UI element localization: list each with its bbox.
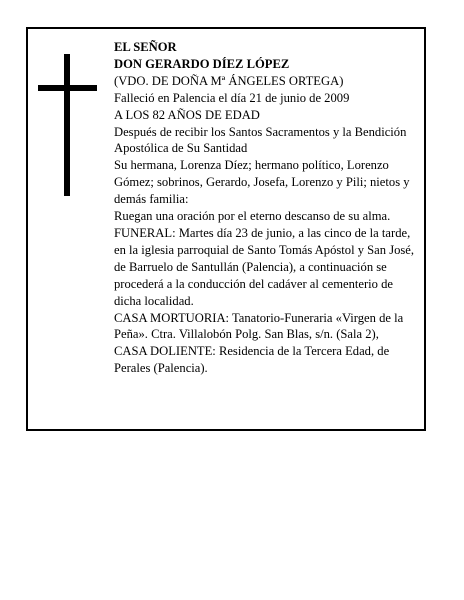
cross-vertical-bar <box>64 54 70 196</box>
spouse-line: (VDO. DE DOÑA Mª ÁNGELES ORTEGA) <box>114 73 344 88</box>
deceased-name: DON GERARDO DÍEZ LÓPEZ <box>114 56 290 71</box>
obituary-text <box>114 39 420 377</box>
mourning-house-paragraph: CASA DOLIENTE: Residencia de la Tercera Edad, de Perales (Palencia). <box>114 344 390 376</box>
family-paragraph: Su hermana, Lorenza Díez; hermano político, Lorenzo Gómez; sobrinos, Gerardo, Josefa, Lorenzo y Pili; nietos y demás familia: <box>114 158 410 207</box>
title-line: EL SEÑOR <box>114 40 177 54</box>
cross-horizontal-bar <box>38 85 97 91</box>
age-line: A LOS 82 AÑOS DE EDAD <box>114 107 260 122</box>
cross-icon <box>38 54 98 196</box>
funeral-home-paragraph: CASA MORTUORIA: Tanatorio-Funeraria «Virgen de la Peña». Ctra. Villalobón Polg. San Blas, s/n. (Sala 2), <box>114 310 404 342</box>
funeral-paragraph: FUNERAL: Martes día 23 de junio, a las cinco de la tarde, en la iglesia parroquial de Santo Tomás Apóstol y San José, de Barruelo de Santullán (Palencia), a continuación se procederá a la conducción del cadáver al cementerio de dicha localidad. <box>114 225 415 308</box>
death-line: Falleció en Palencia el día 21 de junio de 2009 <box>114 90 350 105</box>
sacraments-paragraph: Después de recibir los Santos Sacramentos y la Bendición Apostólica de Su Santidad <box>114 124 407 156</box>
prayer-paragraph: Ruegan una oración por el eterno descanso de su alma. <box>114 209 391 224</box>
